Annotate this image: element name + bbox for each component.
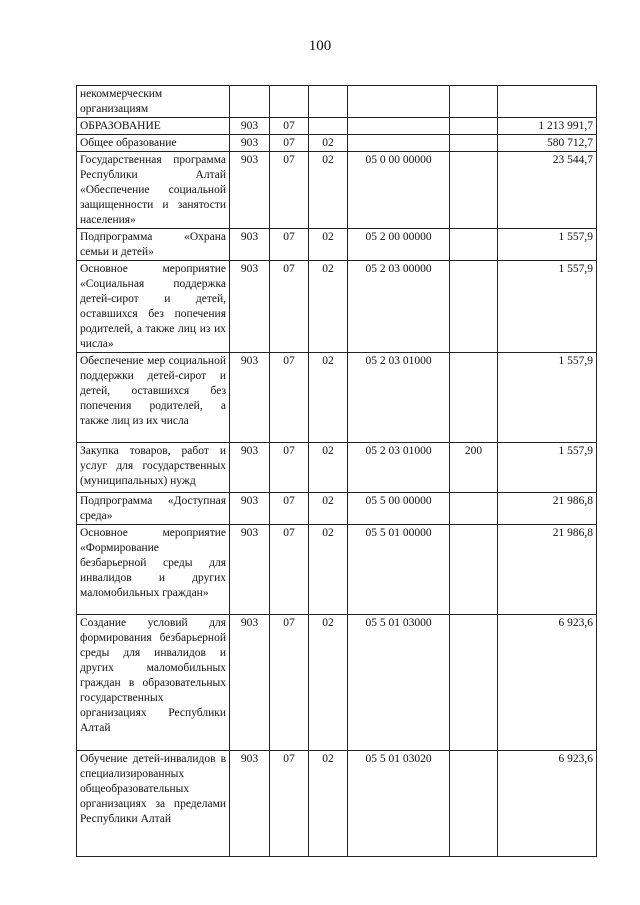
subsection-code-cell: 02 [309,615,348,751]
section-code-cell: 07 [270,493,309,525]
ministry-code-cell: 903 [230,353,270,443]
ministry-code-cell: 903 [230,229,270,261]
table-row [77,525,597,615]
row-name-cell [77,261,230,353]
row-name: Основное мероприятие «Формирование безбарьерной среды для инвалидов и других маломобильных граждан» [80,527,226,599]
table-row [77,615,597,751]
amount-cell [498,86,597,118]
ministry-code-cell [230,86,270,118]
subsection-code-cell: 02 [309,135,348,152]
expense-type-cell [450,261,498,353]
amount-cell: 1 557,9 [498,261,597,353]
target-article-cell: 05 2 03 01000 [348,353,450,443]
row-name-cell [77,353,230,443]
row-name: Обеспечение мер социальной поддержки детей-сирот и детей, оставшихся без попечения родителей, а также лиц из их числа [80,355,226,427]
target-article-cell: 05 5 01 00000 [348,525,450,615]
section-code-cell: 07 [270,353,309,443]
row-name-cell [77,118,230,135]
amount-cell: 1 557,9 [498,443,597,493]
amount-cell: 580 712,7 [498,135,597,152]
expense-type-cell [450,135,498,152]
table-row [77,229,597,261]
amount-cell: 6 923,6 [498,751,597,857]
row-name: ОБРАЗОВАНИЕ [80,120,161,132]
amount-cell: 21 986,8 [498,493,597,525]
row-name-cell [77,443,230,493]
target-article-cell: 05 5 00 00000 [348,493,450,525]
table-row [77,493,597,525]
amount-cell: 23 544,7 [498,152,597,229]
subsection-code-cell: 02 [309,261,348,353]
table-row [77,443,597,493]
table-row [77,118,597,135]
row-name-cell [77,229,230,261]
expense-type-cell [450,86,498,118]
table-row [77,353,597,443]
ministry-code-cell: 903 [230,261,270,353]
row-name-cell [77,525,230,615]
ministry-code-cell: 903 [230,118,270,135]
expense-type-cell: 200 [450,443,498,493]
subsection-code-cell [309,118,348,135]
page-number: 100 [308,38,332,54]
section-code-cell: 07 [270,443,309,493]
expense-type-cell [450,493,498,525]
table-row [77,86,597,118]
subsection-code-cell: 02 [309,353,348,443]
expense-type-cell [450,152,498,229]
row-name: Государственная программа Республики Алтай «Обеспечение социальной защищенности и занятости населения» [80,154,226,226]
row-name: некоммерческим организациям [80,88,163,115]
budget-table [76,85,597,857]
ministry-code-cell: 903 [230,135,270,152]
ministry-code-cell: 903 [230,493,270,525]
section-code-cell: 07 [270,525,309,615]
amount-cell: 1 213 991,7 [498,118,597,135]
expense-type-cell [450,118,498,135]
row-name: Общее образование [80,137,177,149]
row-name-cell [77,152,230,229]
row-name: Подпрограмма «Доступная среда» [80,495,226,522]
expense-type-cell [450,615,498,751]
subsection-code-cell: 02 [309,525,348,615]
ministry-code-cell: 903 [230,525,270,615]
table-row [77,751,597,857]
row-name-cell [77,135,230,152]
amount-cell: 6 923,6 [498,615,597,751]
row-name-cell [77,493,230,525]
subsection-code-cell: 02 [309,493,348,525]
target-article-cell [348,118,450,135]
target-article-cell: 05 2 03 01000 [348,443,450,493]
target-article-cell [348,135,450,152]
target-article-cell: 05 2 03 00000 [348,261,450,353]
section-code-cell: 07 [270,261,309,353]
section-code-cell: 07 [270,118,309,135]
ministry-code-cell: 903 [230,615,270,751]
row-name: Основное мероприятие «Социальная поддержка детей-сирот и детей, оставшихся без попечения родителей, а также лиц из их числа» [80,263,226,350]
table-row [77,135,597,152]
subsection-code-cell: 02 [309,229,348,261]
target-article-cell: 05 2 00 00000 [348,229,450,261]
ministry-code-cell: 903 [230,443,270,493]
ministry-code-cell: 903 [230,751,270,857]
section-code-cell: 07 [270,615,309,751]
subsection-code-cell: 02 [309,443,348,493]
row-name-cell [77,86,230,118]
section-code-cell: 07 [270,152,309,229]
section-code-cell [270,86,309,118]
row-name: Создание условий для формирования безбарьерной среды для инвалидов и других маломобильных граждан в образовательных государственных организациях Республики Алтай [80,617,226,734]
table-row [77,152,597,229]
amount-cell: 1 557,9 [498,353,597,443]
target-article-cell: 05 0 00 00000 [348,152,450,229]
expense-type-cell [450,353,498,443]
subsection-code-cell [309,86,348,118]
expense-type-cell [450,751,498,857]
ministry-code-cell: 903 [230,152,270,229]
expense-type-cell [450,229,498,261]
section-code-cell: 07 [270,229,309,261]
target-article-cell: 05 5 01 03000 [348,615,450,751]
row-name-cell [77,751,230,857]
table-row [77,261,597,353]
section-code-cell: 07 [270,135,309,152]
target-article-cell [348,86,450,118]
row-name: Подпрограмма «Охрана семьи и детей» [80,231,226,258]
row-name-cell [77,615,230,751]
target-article-cell: 05 5 01 03020 [348,751,450,857]
amount-cell: 21 986,8 [498,525,597,615]
expense-type-cell [450,525,498,615]
subsection-code-cell: 02 [309,152,348,229]
row-name: Закупка товаров, работ и услуг для государственных (муниципальных) нужд [80,445,226,487]
row-name: Обучение детей-инвалидов в специализированных общеобразовательных организациях за пределами Республики Алтай [80,753,226,825]
section-code-cell: 07 [270,751,309,857]
subsection-code-cell: 02 [309,751,348,857]
amount-cell: 1 557,9 [498,229,597,261]
